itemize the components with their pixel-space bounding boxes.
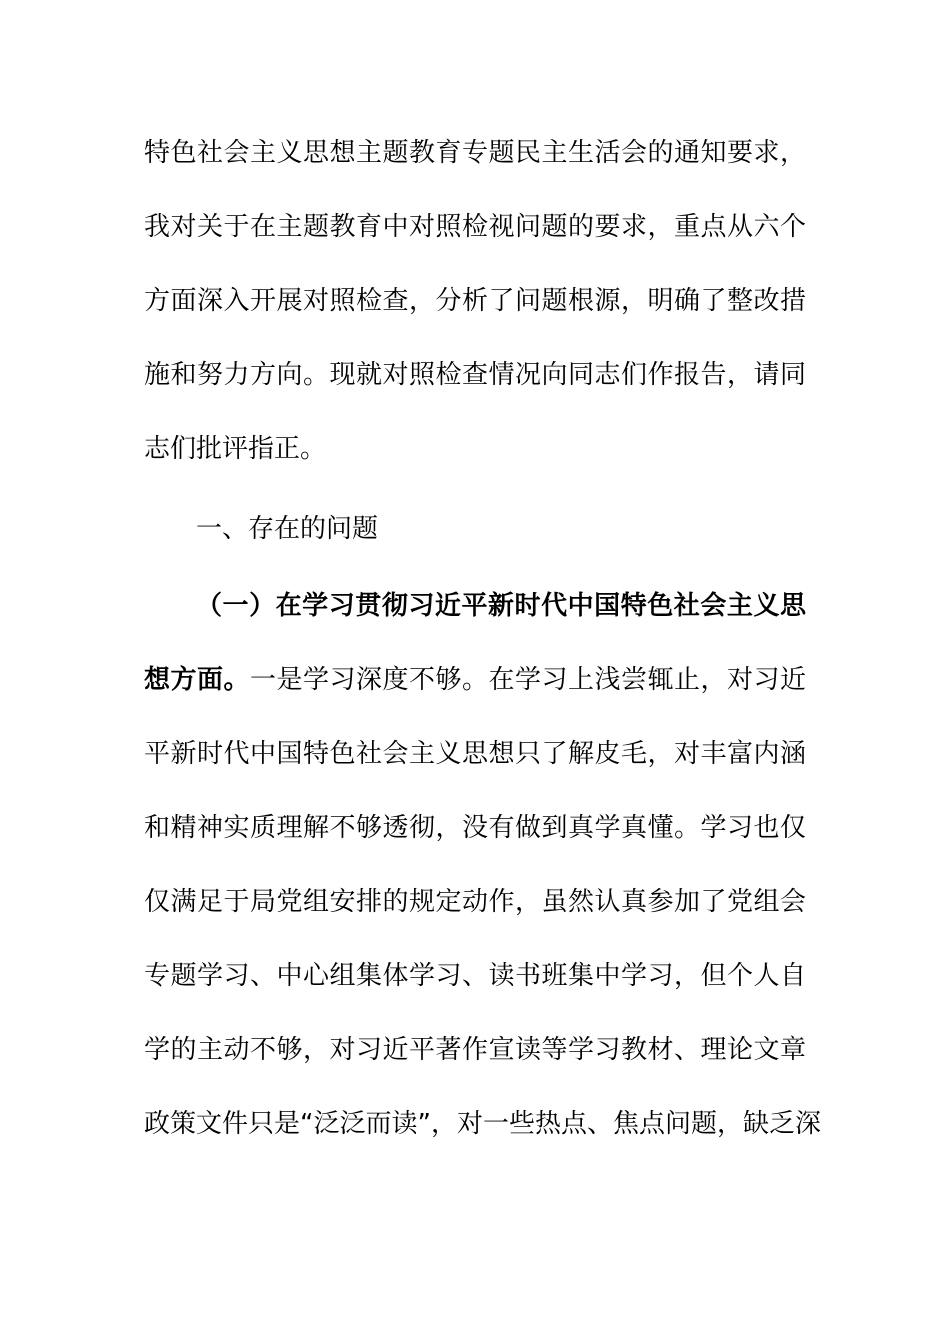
body-text-line: 我对关于在主题教育中对照检视问题的要求，重点从六个 (144, 212, 806, 242)
body-text-line: 学的主动不够，对习近平著作宣读等学习教材、理论文章 (144, 1035, 806, 1065)
body-text-line: 施和努力方向。现就对照检查情况向同志们作报告，请同 (144, 360, 806, 390)
body-text-line: 专题学习、中心组集体学习、读书班集中学习，但个人自 (144, 961, 806, 991)
subsection-heading-line: （一）在学习贯彻习近平新时代中国特色社会主义思 (196, 591, 806, 621)
body-text-line: 志们批评指正。 (144, 434, 327, 464)
body-text-line: 和精神实质理解不够透彻，没有做到真学真懂。学习也仅 (144, 813, 806, 843)
body-text-line: 方面深入开展对照检查，分析了问题根源，明确了整改措 (144, 286, 806, 316)
body-text-line: 仅满足于局党组安排的规定动作，虽然认真参加了党组会 (144, 887, 806, 917)
body-text-line: 特色社会主义思想主题教育专题民主生活会的通知要求， (144, 138, 806, 168)
body-text-line (144, 660, 806, 700)
subsection-heading-tail: 想方面。 (144, 665, 250, 695)
body-text-line: 政策文件只是“泛泛而读”，对一些热点、焦点问题，缺乏深 (144, 1109, 821, 1139)
body-text-line: 平新时代中国特色社会主义思想只了解皮毛，对丰富内涵 (144, 739, 806, 769)
section-heading: 一、存在的问题 (196, 514, 379, 544)
body-text-span: 一是学习深度不够。在学习上浅尝辄止，对习近 (250, 665, 806, 695)
